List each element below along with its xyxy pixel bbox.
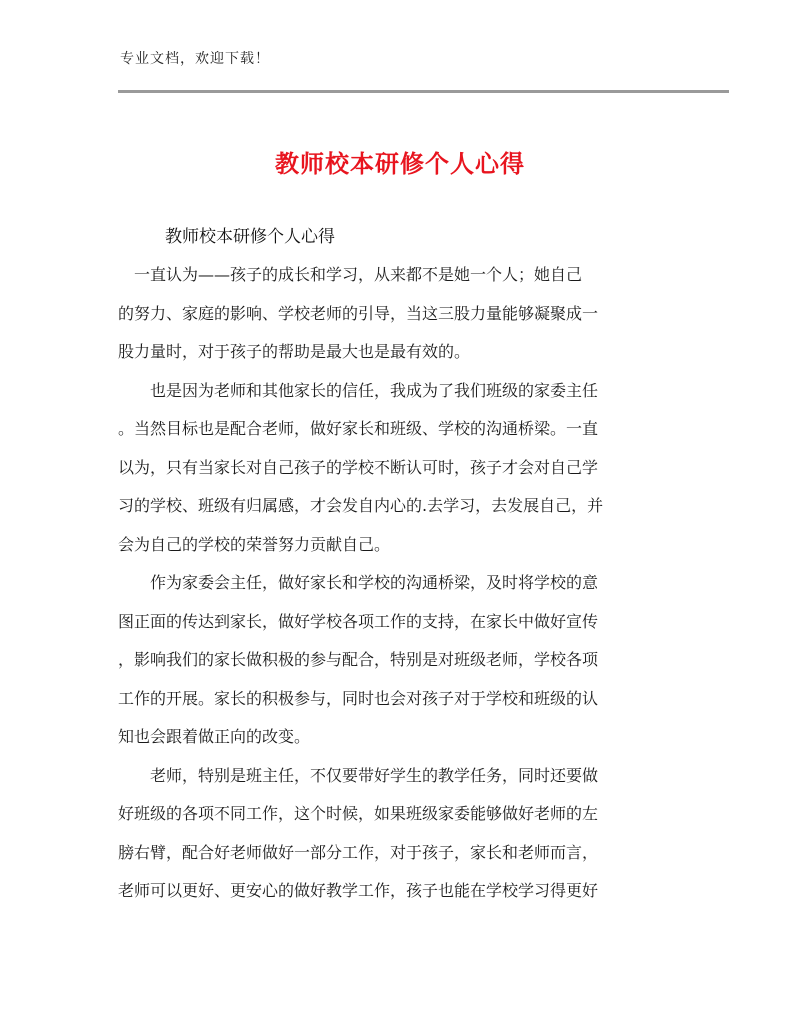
text-line: 以为，只有当家长对自己孩子的学校不断认可时，孩子才会对自己学 (118, 457, 599, 477)
paragraph (118, 372, 683, 565)
text-line: 膀右臂，配合好老师做好一部分工作，对于孩子，家长和老师而言， (118, 842, 599, 862)
paragraph (118, 757, 683, 911)
paragraph (118, 564, 683, 757)
header-divider (118, 90, 729, 93)
document-body (118, 256, 683, 911)
text-line: 习的学校、班级有归属感，才会发自内心的.去学习，去发展自己，并 (118, 496, 604, 515)
text-line: 一直认为——孩子的成长和学习，从来都不是她一个人；她自己 (118, 265, 583, 284)
text-line: 工作的开展。家长的积极参与，同时也会对孩子对于学校和班级的认 (118, 688, 599, 708)
text-line: 好班级的各项不同工作，这个时候，如果班级家委能够做好老师的左 (118, 804, 599, 823)
text-line: 也是因为老师和其他家长的信任，我成为了我们班级的家委主任 (118, 380, 599, 400)
text-line: 的努力、家庭的影响、学校老师的引导，当这三股力量能够凝聚成一 (118, 303, 599, 323)
text-line: 。当然目标也是配合老师，做好家长和班级、学校的沟通桥梁。一直 (118, 419, 599, 438)
text-line: 老师，特别是班主任，不仅要带好学生的教学任务，同时还要做 (118, 765, 599, 785)
document-subtitle: 教师校本研修个人心得 (165, 227, 335, 247)
document-title: 教师校本研修个人心得 (275, 150, 525, 178)
text-line: 作为家委会主任，做好家长和学校的沟通桥梁，及时将学校的意 (118, 573, 599, 592)
text-line: 知也会跟着做正向的改变。 (118, 727, 311, 746)
header-note: 专业文档，欢迎下载！ (120, 51, 270, 67)
text-line: 股力量时，对于孩子的帮助是最大也是最有效的。 (118, 342, 471, 361)
text-line: ，影响我们的家长做积极的参与配合，特别是对班级老师，学校各项 (118, 650, 599, 669)
paragraph (118, 256, 683, 372)
text-line: 会为自己的学校的荣誉努力贡献自己。 (118, 534, 391, 554)
text-line: 图正面的传达到家长，做好学校各项工作的支持，在家长中做好宣传 (118, 611, 599, 631)
text-line: 老师可以更好、更安心的做好教学工作，孩子也能在学校学习得更好 (118, 881, 599, 900)
